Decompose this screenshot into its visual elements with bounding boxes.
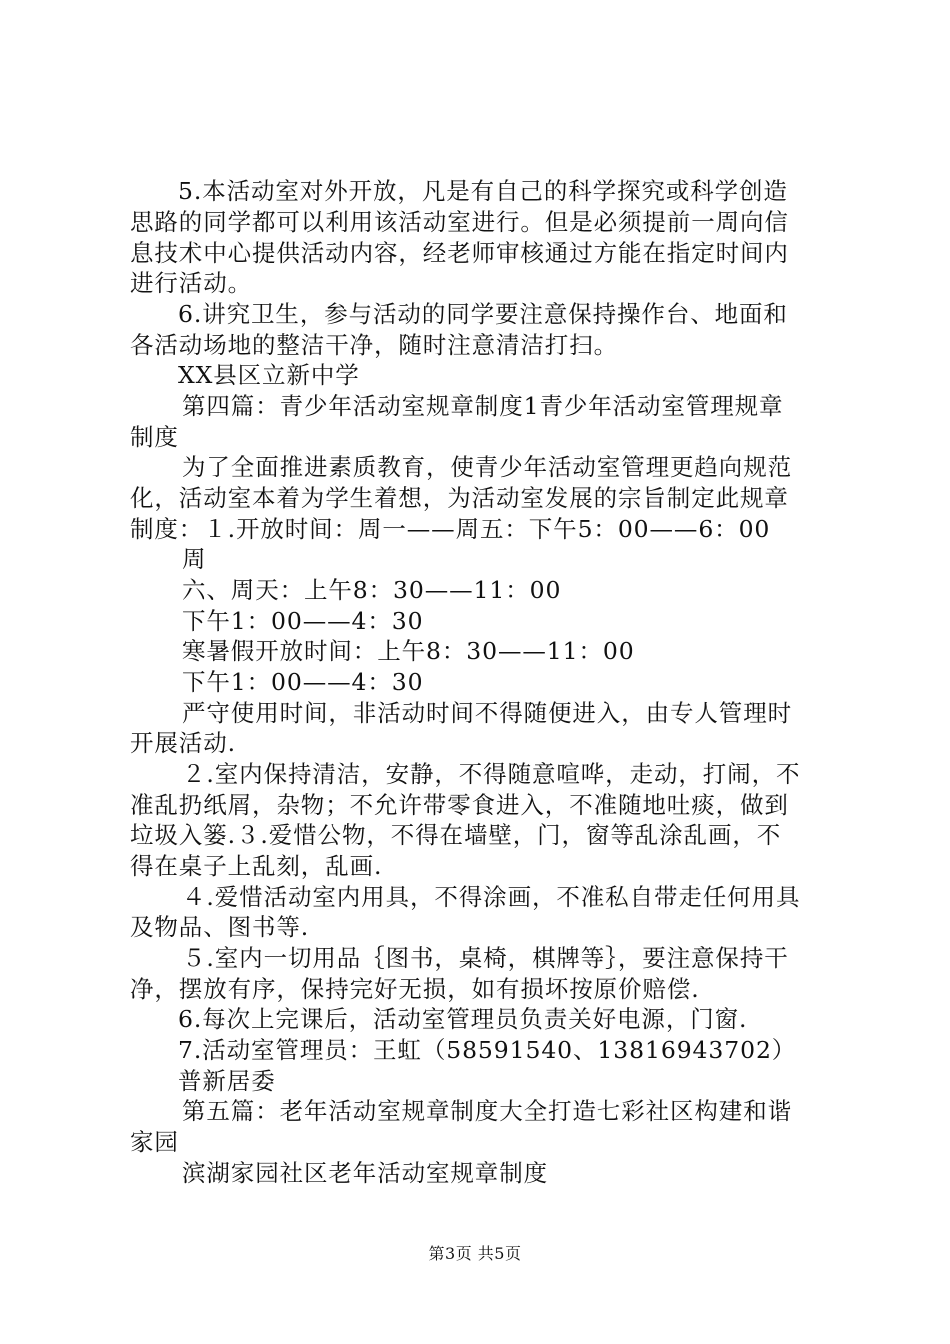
body-text-line: 周: [182, 545, 207, 573]
section-heading: 家园: [130, 1128, 179, 1156]
page-number-footer: 第3页 共5页: [428, 1244, 522, 1263]
body-text-line: 滨湖家园社区老年活动室规章制度: [182, 1159, 548, 1187]
body-text-line: ５.室内一切用品｛图书，桌椅，棋牌等｝，要注意保持干: [182, 944, 789, 972]
body-text-line: 为了全面推进素质教育，使青少年活动室管理更趋向规范: [182, 453, 792, 481]
body-text-line: 得在桌子上乱刻，乱画.: [130, 852, 383, 880]
section-heading: 制度: [130, 423, 179, 451]
body-text-line: 严守使用时间，非活动时间不得随便进入，由专人管理时: [182, 699, 792, 727]
body-text-line: 7.活动室管理员：王虹（58591540、13816943702）: [178, 1036, 797, 1064]
body-text-line: 制度：１.开放时间：周一——周五：下午5：00——6：00: [130, 515, 771, 543]
body-text-line: 垃圾入篓.３.爱惜公物，不得在墙壁，门，窗等乱涂乱画，不: [130, 821, 782, 849]
body-text-line: ４.爱惜活动室内用具，不得涂画，不准私自带走任何用具: [182, 883, 801, 911]
body-text-line: ２.室内保持清洁，安静，不得随意喧哗，走动，打闹，不: [182, 760, 801, 788]
body-text-line: 寒暑假开放时间：上午8：30——11：00: [182, 637, 635, 665]
body-text-line: 息技术中心提供活动内容，经老师审核通过方能在指定时间内: [130, 239, 789, 267]
section-heading: 第四篇：青少年活动室规章制度1青少年活动室管理规章: [182, 392, 784, 420]
body-text-line: 6.每次上完课后，活动室管理员负责关好电源，门窗.: [178, 1005, 748, 1033]
body-text-line: 各活动场地的整洁干净，随时注意清洁打扫。: [130, 331, 618, 359]
body-text-line: 净，摆放有序，保持完好无损，如有损坏按原价赔偿.: [130, 975, 700, 1003]
body-text-line: 准乱扔纸屑，杂物；不允许带零食进入，不准随地吐痰，做到: [130, 791, 789, 819]
section-heading: 第五篇：老年活动室规章制度大全打造七彩社区构建和谐: [182, 1097, 792, 1125]
signature-line: 普新居委: [178, 1067, 276, 1095]
body-text-line: 及物品、图书等.: [130, 913, 310, 941]
body-text-line: 5.本活动室对外开放，凡是有自己的科学探究或科学创造: [178, 177, 788, 205]
body-text-line: 6.讲究卫生，参与活动的同学要注意保持操作台、地面和: [178, 300, 788, 328]
body-text-line: 进行活动。: [130, 269, 252, 297]
body-text-line: 开展活动.: [130, 729, 236, 757]
signature-line: XX县区立新中学: [178, 361, 360, 389]
body-text-line: 下午1：00——4：30: [182, 607, 424, 635]
body-text-line: 化，活动室本着为学生着想，为活动室发展的宗旨制定此规章: [130, 484, 789, 512]
body-text-line: 下午1：00——4：30: [182, 668, 424, 696]
body-text-line: 思路的同学都可以利用该活动室进行。但是必须提前一周向信: [130, 208, 789, 236]
body-text-line: 六、周天：上午8：30——11：00: [182, 576, 562, 604]
